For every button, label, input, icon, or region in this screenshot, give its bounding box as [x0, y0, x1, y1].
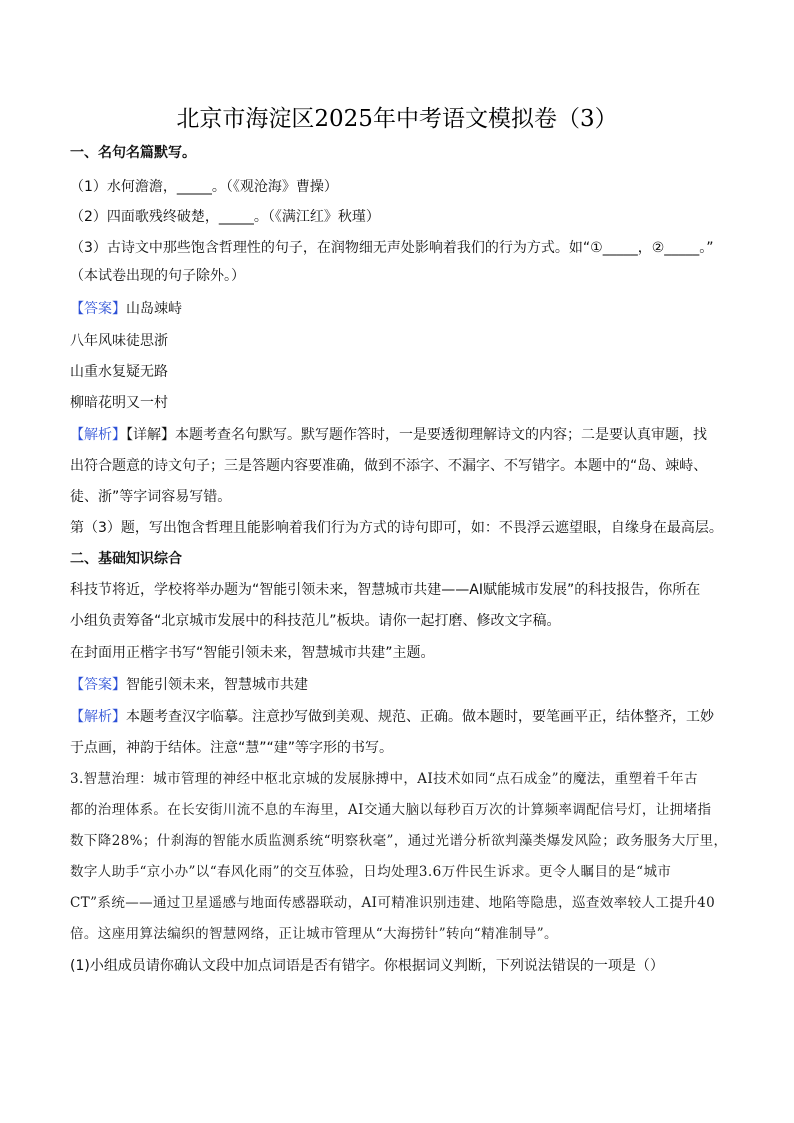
answer-line-4: 柳暗花明又一村 — [70, 395, 168, 411]
answer-line-1 — [70, 299, 730, 319]
passage-line-5: CT”系统——通过卫星遥感与地面传感器联动，AI可精准识别违建、地陷等隐患，巡查效率较人工提升40 — [70, 895, 716, 911]
section2-heading: 二、基础知识综合 — [70, 551, 182, 567]
detail-tag: 【详解】 — [126, 427, 175, 443]
analysis-text: 本题考查汉字临摹。注意抄写做到美观、规范、正确。做本题时，要笔画平正，结体整齐，工妙 — [126, 709, 714, 725]
answer-text: 山岛竦峙 — [126, 301, 182, 317]
question-3-line1: （3）古诗文中那些饱含哲理性的句子，在润物细无声处影响着我们的行为方式。如“①_____，②_____。” — [70, 240, 714, 256]
analysis-line-2: 出符合题意的诗文句子；三是答题内容要准确，做到不添字、不漏字、不写错字。本题中的“岛、竦峙、 — [70, 458, 708, 474]
passage-line-3: 数下降28%；什刹海的智能水质监测系统“明察秋毫”，通过光谱分析欲判藻类爆发风险；政务服务大厅里， — [70, 833, 728, 849]
analysis-text: 本题考查名句默写。默写题作答时，一是要透彻理解诗文的内容；二是要认真审题，找 — [175, 427, 707, 443]
analysis-tag: 【解析】 — [70, 709, 126, 725]
section1-heading: 一、名句名篇默写。 — [70, 145, 196, 161]
question-3-line2: （本试卷出现的句子除外。） — [70, 268, 245, 284]
section2-analysis-line-1 — [70, 707, 730, 727]
answer-line-2: 八年风味徒思浙 — [70, 333, 168, 349]
question-1: （1）水何澹澹，_____。（《观沧海》曹操） — [70, 179, 338, 195]
section2-answer — [70, 675, 730, 695]
sub-question-1: (1)小组成员请你确认文段中加点词语是否有错字。你根据词义判断，下列说法错误的一项是（） — [70, 958, 664, 974]
intro-line-1: 科技节将近，学校将举办题为“智能引领未来，智慧城市共建——AI赋能城市发展”的科技报告，你所在 — [70, 582, 701, 598]
passage-line-4: 数字人助手“京小办”以“春风化雨”的交互体验，日均处理3.6万件民生诉求。更令人瞩目的是“城市 — [70, 864, 672, 880]
analysis-line-1 — [70, 425, 730, 445]
passage-line-1: 3.智慧治理：城市管理的神经中枢北京城的发展脉搏中，AI技术如同“点石成金”的魔法，重塑着千年古 — [70, 771, 698, 787]
answer-line-3: 山重水复疑无路 — [70, 364, 168, 380]
page-title: 北京市海淀区2025年中考语文模拟卷（3） — [176, 106, 618, 132]
passage-line-6: 倍。这座用算法编织的智慧网络，正让城市管理从“大海捞针”转向“精准制导”。 — [70, 926, 558, 942]
intro-line-2: 小组负责筹备“北京城市发展中的科技范儿”板块。请你一起打磨、修改文字稿。 — [70, 613, 561, 629]
answer-text: 智能引领未来，智慧城市共建 — [126, 677, 308, 693]
section2-analysis-line-2: 于点画，神韵于结体。注意“慧”“建”等字形的书写。 — [70, 740, 394, 756]
task-line: 在封面用正楷字书写“智能引领未来，智慧城市共建”主题。 — [70, 645, 435, 661]
analysis-line-3: 徒、浙”等字词容易写错。 — [70, 489, 232, 505]
question-2: （2）四面歌残终破楚，_____。（《满江红》秋瑾） — [70, 209, 380, 225]
passage-line-2: 都的治理体系。在长安街川流不息的车海里，AI交通大脑以每秒百万次的计算频率调配信号灯，让拥堵指 — [70, 802, 712, 818]
answer-tag: 【答案】 — [70, 301, 126, 317]
analysis-line-4: 第（3）题，写出饱含哲理且能影响着我们行为方式的诗句即可，如：不畏浮云遮望眼，自缘身在最高层。 — [70, 520, 723, 536]
answer-tag: 【答案】 — [70, 677, 126, 693]
analysis-tag: 【解析】 — [70, 427, 126, 443]
